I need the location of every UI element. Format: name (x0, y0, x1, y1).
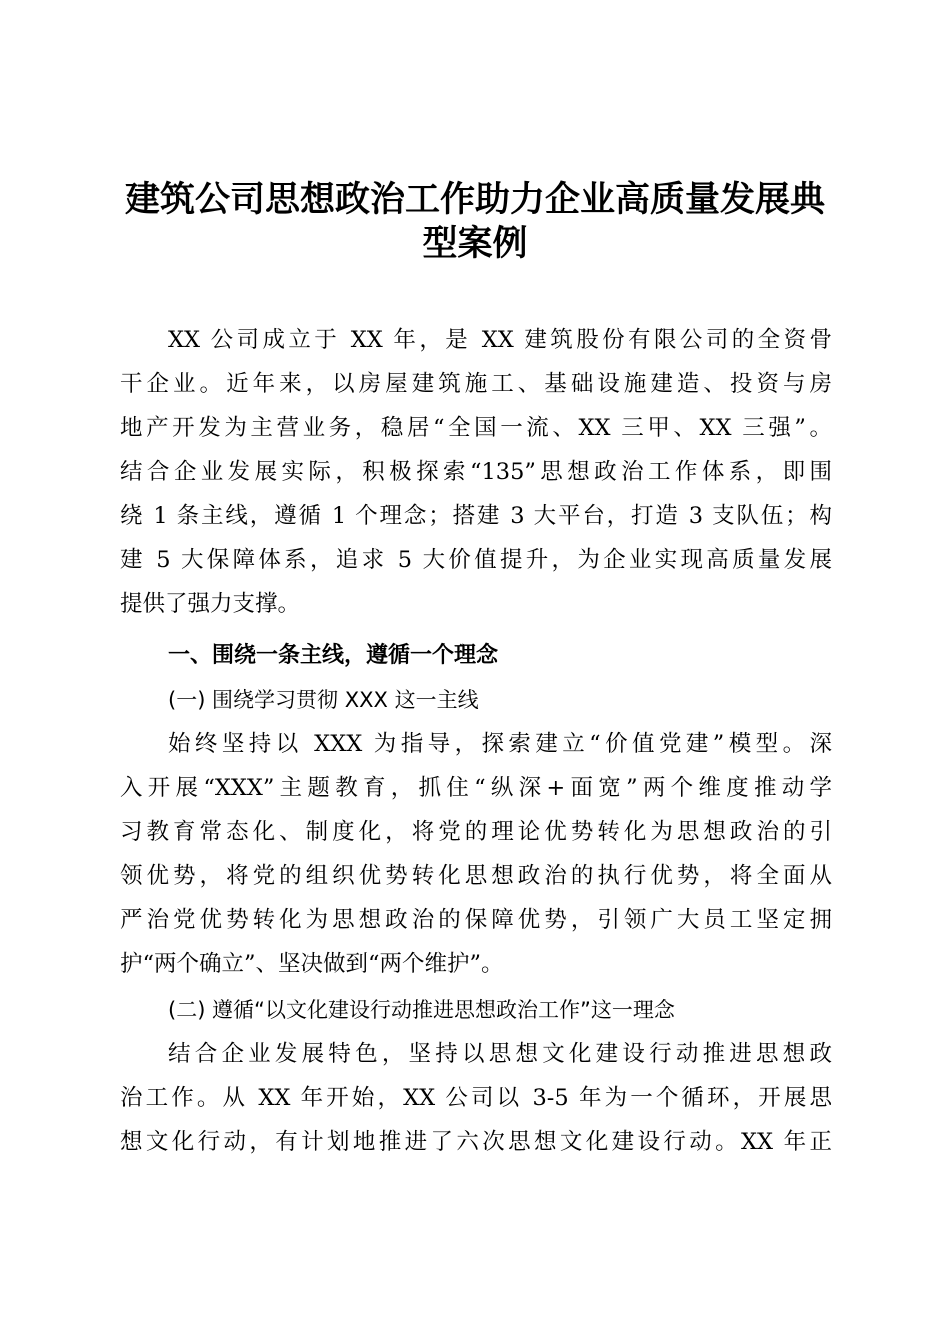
subsection-1-paragraph-line: 领优势，将党的组织优势转化思想政治的执行优势，将全面从 (120, 863, 832, 889)
subsection-1-paragraph-line: 始终坚持以 XXX 为指导，探索建立“价值党建”模型。深 (168, 731, 832, 757)
intro-paragraph (120, 318, 832, 626)
subsection-1-paragraph-line: 护“两个确立”、坚决做到“两个维护”。 (120, 951, 504, 977)
intro-paragraph-line: 提供了强力支撑。 (120, 591, 301, 617)
intro-paragraph-line: 干企业。近年来，以房屋建筑施工、基础设施建造、投资与房 (120, 371, 832, 397)
document-title-line-2: 型案例 (422, 223, 528, 264)
subsection-1-paragraph-line: 习教育常态化、制度化，将党的理论优势转化为思想政治的引 (120, 819, 832, 845)
subsection-2-heading: (二) 遵循“以文化建设行动推进思想政治工作”这一理念 (168, 998, 675, 1022)
intro-paragraph-line: 建 5 大保障体系，追求 5 大价值提升，为企业实现高质量发展 (120, 547, 832, 573)
subsection-2-paragraph (120, 1032, 832, 1164)
intro-paragraph-line: 绕 1 条主线，遵循 1 个理念；搭建 3 大平台，打造 3 支队伍；构 (120, 503, 832, 529)
subsection-2-paragraph-line: 治工作。从 XX 年开始，XX 公司以 3-5 年为一个循环，开展思 (120, 1085, 832, 1111)
subsection-1-paragraph (120, 722, 832, 986)
subsection-2-paragraph-line: 结合企业发展特色，坚持以思想文化建设行动推进思想政 (168, 1041, 832, 1067)
subsection-2-paragraph-line: 想文化行动，有计划地推进了六次思想文化建设行动。XX 年正 (120, 1129, 832, 1155)
intro-paragraph-line: XX 公司成立于 XX 年，是 XX 建筑股份有限公司的全资骨 (168, 327, 832, 353)
section-1-heading: 一、围绕一条主线，遵循一个理念 (168, 643, 499, 668)
intro-paragraph-line: 结合企业发展实际，积极探索“135”思想政治工作体系，即围 (120, 459, 832, 485)
subsection-heading (120, 678, 832, 722)
document-title-line-1: 建筑公司思想政治工作助力企业高质量发展典 (124, 179, 825, 220)
subsection-1-heading: (一) 围绕学习贯彻 XXX 这一主线 (168, 688, 479, 712)
subsection-heading (120, 988, 832, 1032)
subsection-1-paragraph-line: 入开展“XXX”主题教育，抓住“纵深+面宽”两个维度推动学 (120, 775, 832, 801)
subsection-1-paragraph-line: 严治党优势转化为思想政治的保障优势，引领广大员工坚定拥 (120, 907, 832, 933)
section-heading (120, 634, 832, 678)
intro-paragraph-line: 地产开发为主营业务，稳居“全国一流、XX 三甲、XX 三强”。 (120, 415, 832, 441)
